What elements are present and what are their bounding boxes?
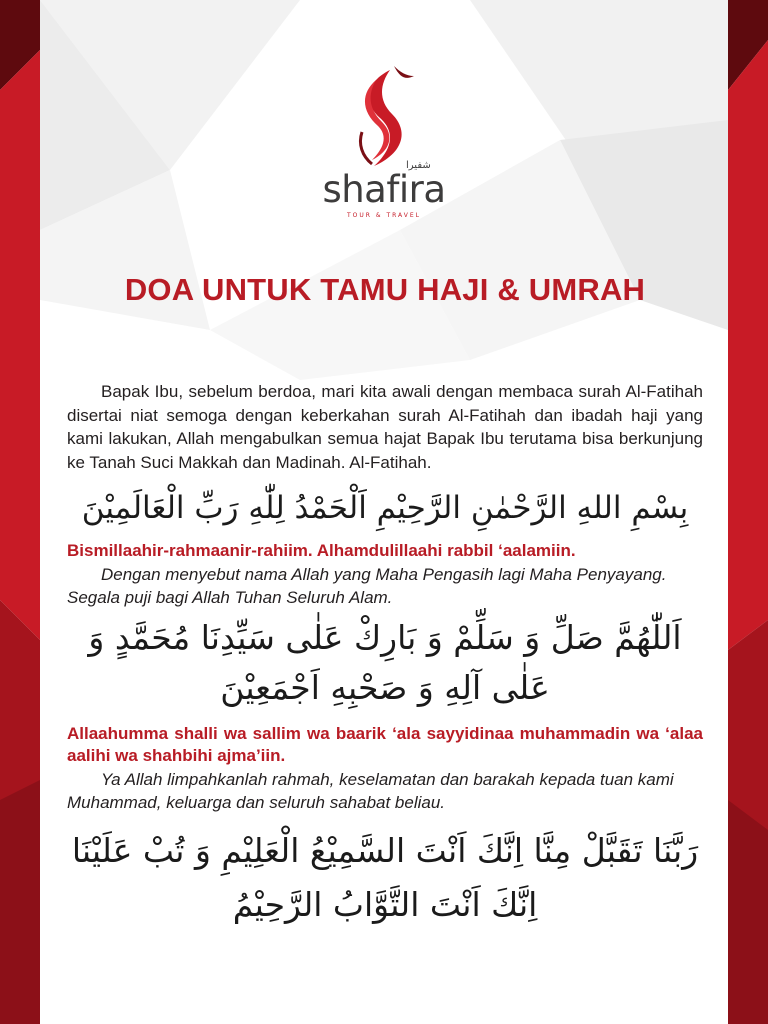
- logo-arabic-text: شفيرا: [406, 160, 431, 171]
- shafira-logo: [322, 62, 462, 222]
- translation-2: Ya Allah limpahkanlah rahmah, keselamatan dan barakah kepada tuan kami Muhammad, keluarga dan seluruh sahabat beliau.: [67, 769, 674, 812]
- arabic-verse-2: اَللّٰهُمَّ صَلِّ وَ سَلِّمْ وَ بَارِكْ عَلٰى سَيِّدِنَا مُحَمَّدٍ وَ عَلٰى آلِهِ وَ صَحْبِهِ اَجْمَعِيْنَ: [88, 617, 682, 707]
- arabic-verse-1: بِسْمِ اللهِ الرَّحْمٰنِ الرَّحِيْمِ اَلْحَمْدُ لِلّٰهِ رَبِّ الْعَالَمِيْنَ: [81, 490, 689, 526]
- intro-paragraph: Bapak Ibu, sebelum berdoa, mari kita awali dengan membaca surah Al-Fatihah disertai niat semoga dengan keberkahan surah Al-Fatihah dan ibadah haji yang kami lakukan, Allah mengabulkan semua hajat Bapak Ibu terutama bisa berkunjung ke Tanah Suci Makkah dan Madinah. Al-Fatihah.: [67, 382, 703, 472]
- logo-swirl: [360, 132, 372, 164]
- logo-flame-tip: [394, 66, 414, 78]
- logo-emblem: [322, 62, 446, 172]
- prayer-content: [67, 380, 703, 932]
- left-edge-red: [0, 50, 40, 640]
- logo-tagline: TOUR & TRAVEL: [347, 212, 421, 219]
- right-edge-shadow: [728, 800, 768, 1024]
- arabic-verse-3: رَبَّنَا تَقَبَّلْ مِنَّا اِنَّكَ اَنْتَ السَّمِيْعُ الْعَلِيْمِ وَ تُبْ عَلَيْنَا اِنَّكَ اَنْتَ التَّوَّابُ الرَّحِيْمُ: [71, 830, 699, 924]
- logo-wordmark: shafira: [322, 168, 446, 211]
- translation-1: Dengan menyebut nama Allah yang Maha Pengasih lagi Maha Penyayang. Segala puji bagi Allah Tuhan Seluruh Alam.: [67, 564, 667, 607]
- page-title: DOA UNTUK TAMU HAJI & UMRAH: [124, 272, 646, 307]
- left-edge-shadow: [0, 780, 40, 1024]
- transliteration-2: Allaahumma shalli wa sallim wa baarik ‘ala sayyidinaa muhammadin wa ‘alaa aalihi wa shahbihi ajma’iin.: [67, 723, 703, 765]
- right-edge-red: [728, 40, 768, 650]
- transliteration-1: Bismillaahir-rahmaanir-rahiim. Alhamdulillaahi rabbil ‘aalamiin.: [67, 541, 576, 560]
